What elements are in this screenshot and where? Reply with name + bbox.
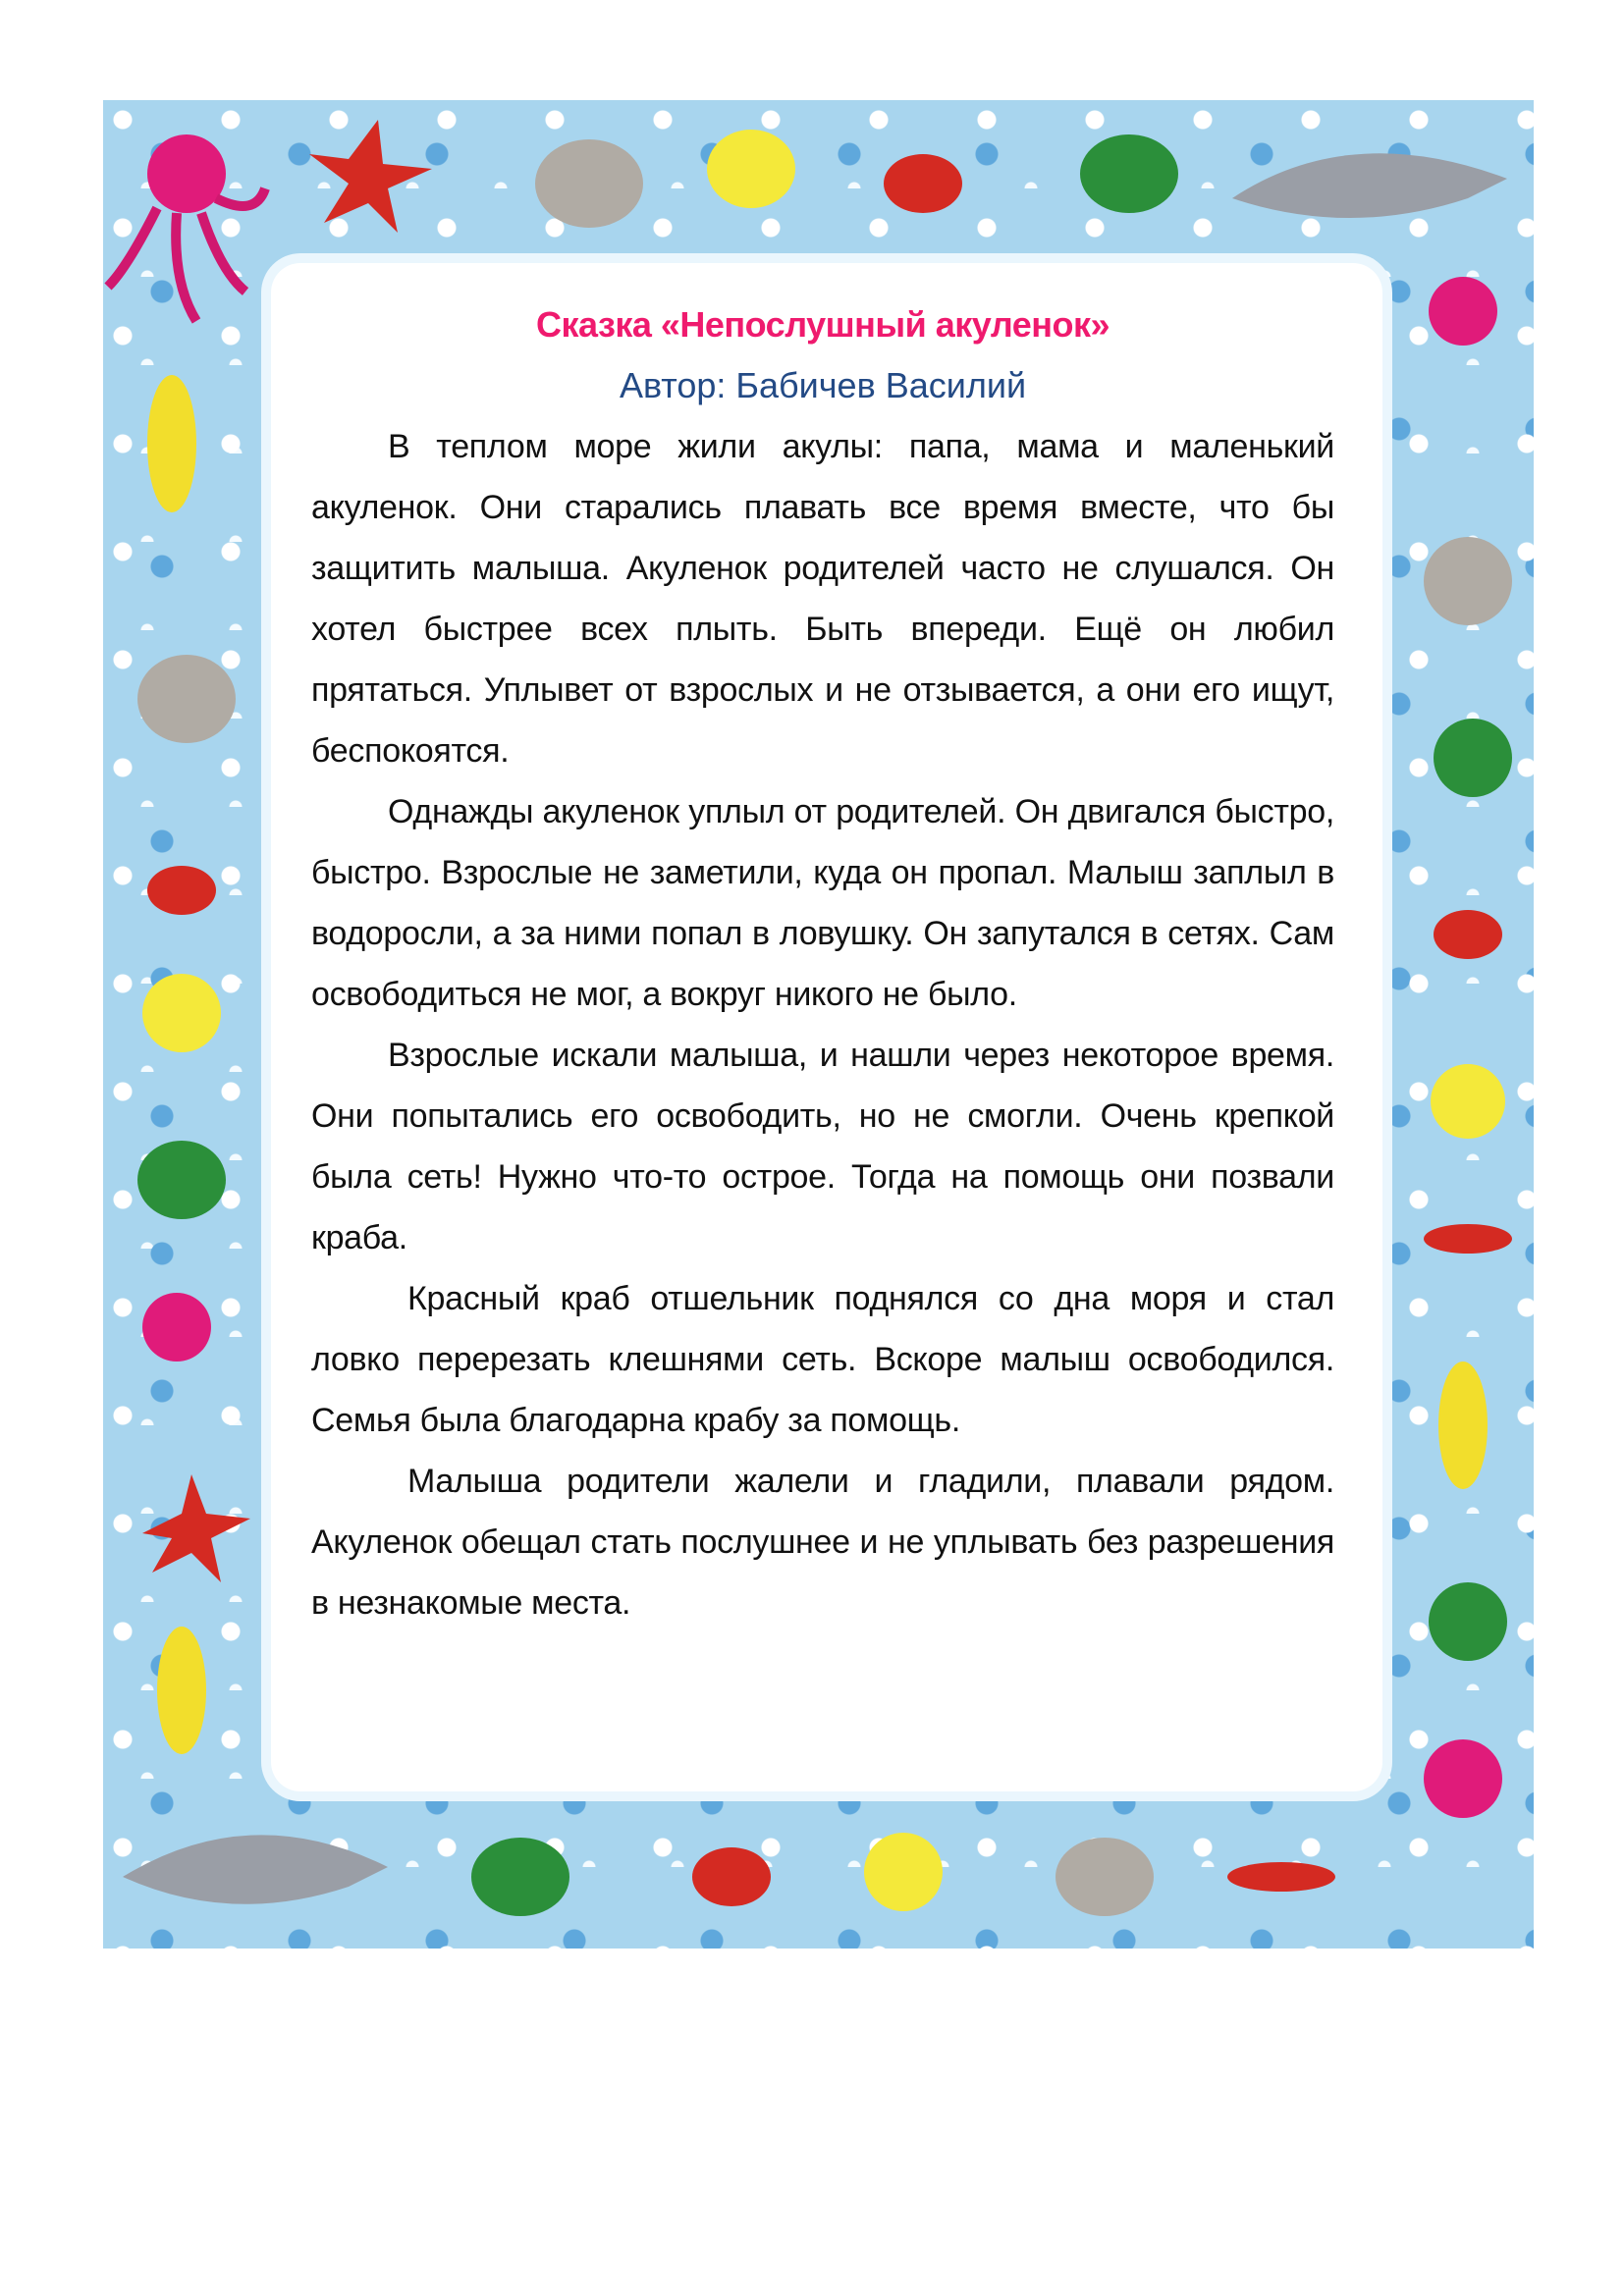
octopus-icon (1429, 277, 1497, 346)
fish-icon (707, 130, 795, 208)
crab-icon (1434, 910, 1502, 959)
shark-icon (1232, 153, 1507, 218)
fish-icon (864, 1833, 943, 1911)
seahorse-icon (147, 375, 196, 512)
crab-icon (692, 1847, 771, 1906)
paragraph: Однажды акуленок уплыл от родителей. Он двигался быстро, быстро. Взрослые не заметили, куда он пропал. Малыш заплыл в водоросли, а за ними попал в ловушку. Он запутался в сетях. Сам освободиться не мог, а вокруг никого не было. (311, 793, 1334, 1013)
turtle-icon (1434, 719, 1512, 797)
whale-icon (1056, 1838, 1154, 1916)
crab-icon (884, 154, 962, 213)
octopus-icon (142, 1293, 211, 1362)
turtle-icon (471, 1838, 569, 1916)
shark-icon (123, 1835, 388, 1903)
octopus-icon (108, 134, 265, 321)
whale-icon (137, 655, 236, 743)
turtle-icon (1080, 134, 1178, 213)
starfish-icon (142, 1474, 250, 1582)
turtle-icon (137, 1141, 226, 1219)
paragraph: Малыша родители жалели и гладили, плавали рядом. Акуленок обещал стать послушнее и не уплывать без разрешения в незнакомые места. (311, 1463, 1334, 1622)
story (311, 294, 1334, 1633)
crab-icon (147, 866, 216, 915)
whale-icon (535, 139, 643, 228)
seahorse-icon (157, 1627, 206, 1754)
story-author: Автор: Бабичев Василий (619, 365, 1027, 405)
octopus-icon (1424, 1739, 1502, 1818)
story-title: Сказка «Непослушный акуленок» (535, 304, 1110, 345)
whale-icon (1424, 537, 1512, 625)
starfish-icon (309, 120, 432, 233)
fish-icon (142, 974, 221, 1052)
paragraph: В теплом море жили акулы: папа, мама и маленький акуленок. Они старались плавать все время вместе, что бы защитить малыша. Акуленок родителей часто не слушался. Он хотел быстрее всех плыть. Быть впереди. Ещё он любил прятаться. Уплывет от взрослых и не отзывается, а они его ищут, беспокоятся. (311, 428, 1334, 770)
paragraph: Красный краб отшельник поднялся со дна моря и стал ловко перерезать клешнями сеть. Вскоре малыш освободился. Семья была благодарна крабу за помощь. (311, 1280, 1334, 1439)
starfish-icon (1424, 1224, 1512, 1254)
starfish-icon (1227, 1862, 1335, 1892)
fish-icon (1431, 1064, 1505, 1139)
paragraph: Взрослые искали малыша, и нашли через некоторое время. Они попытались его освободить, но не смогли. Очень крепкой была сеть! Нужно что-то острое. Тогда на помощь они позвали краба. (311, 1037, 1334, 1256)
turtle-icon (1429, 1582, 1507, 1661)
seahorse-icon (1438, 1362, 1488, 1489)
